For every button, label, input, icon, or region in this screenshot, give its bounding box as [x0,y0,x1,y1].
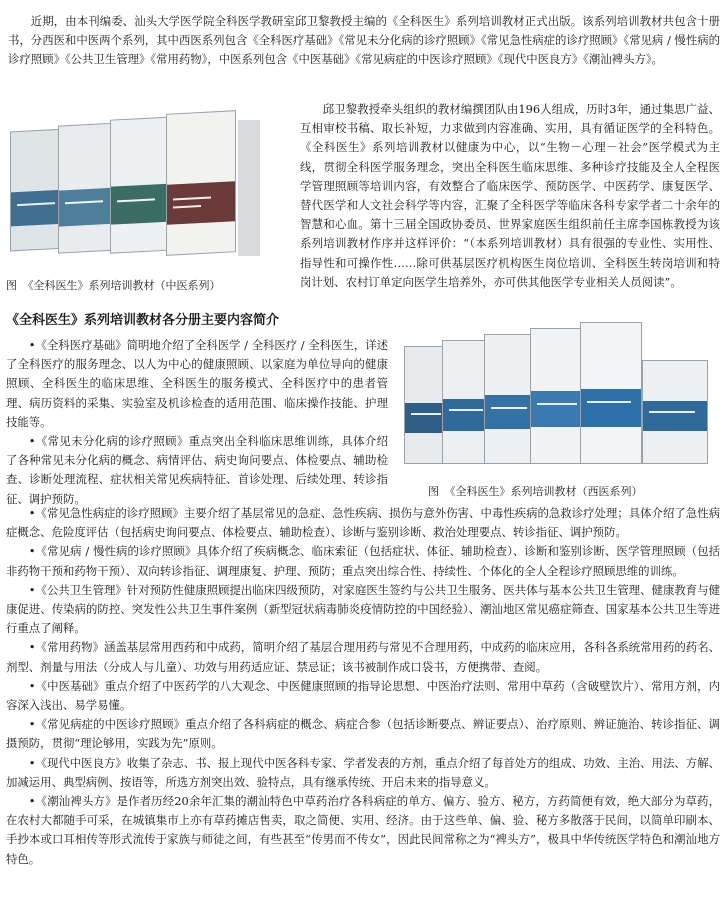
western-series-photo [398,316,716,474]
book-cover [642,360,708,464]
list-item: •《常用药物》涵盖基层常用西药和中成药，简明介绍了基层合理用药与常见不合理用药，中成药的临床应用，各科各系统常用药的药名、剂型、剂量与用法（分成人与儿童）、功效与用药适应证、禁忌证；该书被制作成口袋书，方便携带、查阅。 [6,640,720,674]
list-item: •《常见急性病症的诊疗照顾》主要介绍了基层常见的急症、急性疾病、损伤与意外伤害、中毒性疾病的急救诊疗处理；具体介绍了急性病症概念、危险度评估（包括病史询问要点、体检要点、辅助检查）、诊断与鉴别诊断、救治处理要点、转诊指征、调护预防。 [6,506,720,540]
book-cover [580,322,642,464]
list-item: •《全科医疗基础》简明地介绍了全科医学 / 全科医疗 / 全科医生，详述了全科医疗的服务理念、以人为中心的健康照顾、以家庭为单位导向的健康照顾、全科医生的临床思维、全科医生的服务模式、全科医疗中的患者管理、病历资料的采集、实验室及机诊检查的适用范围、临床操作技能、护理技能等。 [6,338,389,429]
list-item: •《常见病症的中医诊疗照顾》重点介绍了各科病症的概念、病症合参（包括诊断要点、辨证要点）、治疗原则、辨证施治、转诊指征、调摄预防，贯彻“理论够用，实践为先”原则。 [6,717,720,751]
book-spine [238,120,260,256]
figure-caption-tcm: 图 《全科医生》系列培训教材（中医系列） [6,279,221,292]
list-item: •《公共卫生管理》针对预防性健康照顾提出临床四级预防，对家庭医生签约与公共卫生服务、医共体与基本公共卫生管理、健康教育与健康促进、传染病的防控、突发性公共卫生事件案例（新型冠状病毒肺炎疫情防控的中国经验）、潮汕地区常见癌症筛查、国家基本公共卫生等进行重点了阐释。 [6,582,720,636]
list-item: •《常见未分化病的诊疗照顾》重点突出全科临床思维训练，具体介绍了各种常见未分化病的概念、病情评估、病史询问要点、体检要点、辅助检查、诊断处理流程、症状相关常见疾病特征、首诊处理、后续处理、转诊指征、调护预防。 [6,434,388,506]
figure-caption-western: 图 《全科医生》系列培训教材（西医系列） [428,485,643,498]
right-column-paragraph: 邱卫黎教授牵头组织的教材编撰团队由196人组成，历时3年，通过集思广益、互相审校书稿、取长补短，力求做到内容准确、实用，具有循证医学的全科特色。《全科医生》系列培训教材以健康为中心，以“生物－心理－社会”医学模式为主线，贯彻全科医学服务理念，突出全科医生临床思维、多种诊疗技能及全人全程医学管理照顾等培训内容，有效整合了临床医学、预防医学、中医药学、康复医学、替代医学和人文社会科学等内容，汇聚了全科医学等临床各科专家学者二十余年的智慧和心血。第十三届全国政协委员、世界家庭医生组织前任主席李国栋教授为该系列培训教材作序并这样评价：“（本系列培训教材）具有很强的专业性、实用性、指导性和可操作性……除可供基层医疗机构医生岗位培训、全科医生转岗培训和特岗计划、农村订单定向医学生培养外，亦可供其他医学专业相关人员阅读”。 [300,102,720,289]
section-title: 《全科医生》系列培训教材各分册主要内容简介 [6,313,280,328]
list-item: •《常见病 / 慢性病的诊疗照顾》具体介绍了疾病概念、临床索征（包括症状、体征、辅助检查）、诊断和鉴别诊断、医学管理照顾（包括非药物干预和药物干预）、双向转诊指征、调理康复、护理、预防；重点突出综合性、持续性、个体化的全人全程诊疗照顾思维的训练。 [6,544,720,578]
content-list-full [6,504,720,869]
list-item: •《中医基础》重点介绍了中医药学的八大观念、中医健康照顾的指导论思想、中医治疗法则、常用中草药（含破壁饮片）、常用方剂，内容深入浅出、易学易懂。 [6,678,720,713]
book-cover [166,110,236,256]
tcm-series-photo [6,108,268,268]
list-item: •《潮汕裨头方》是作者历经20余年汇集的潮汕特色中草药治疗各科病症的单方、偏方、验方、秘方，方药简便有效，绝大部分为草药，在农村大都随手可采，在城镇集市上亦有草药摊店售卖，取之简便、实用、经济。由于这些单、偏、验、秘方多散落于民间，以简单印刷本、手抄本或口耳相传等形式流传于家族与师徒之间，有些甚至“传男而不传女”，因此民间常称之为“裨头方”，极具中华传统医学特色和潮汕地方特色。 [6,794,720,866]
intro-paragraph: 近期，由本刊编委、汕头大学医学院全科医学教研室邱卫黎教授主编的《全科医生》系列培训教材正式出版。该系列培训教材共包含十册书，分西医和中医两个系列，其中西医系列包含《全科医疗基础》《常见未分化病的诊疗照顾》《常见急性病症的诊疗照顾》《常见病 / 慢性病的诊疗照顾》《公共卫生管理》《常用药物》，中医系列包含《中医基础》《常见病症的中医诊疗照顾》《现代中医良方》《潮汕裨头方》。 [8,14,720,67]
list-item: •《现代中医良方》收集了杂志、书、报上现代中医各科专家、学者发表的方剂，重点介绍了每首处方的组成、功效、主治、用法、方解、加减运用、典型病例、按语等，所选方剂突出效、验特点，具有继承传统、开启未来的指导意义。 [6,755,720,789]
content-list-left [6,336,388,509]
